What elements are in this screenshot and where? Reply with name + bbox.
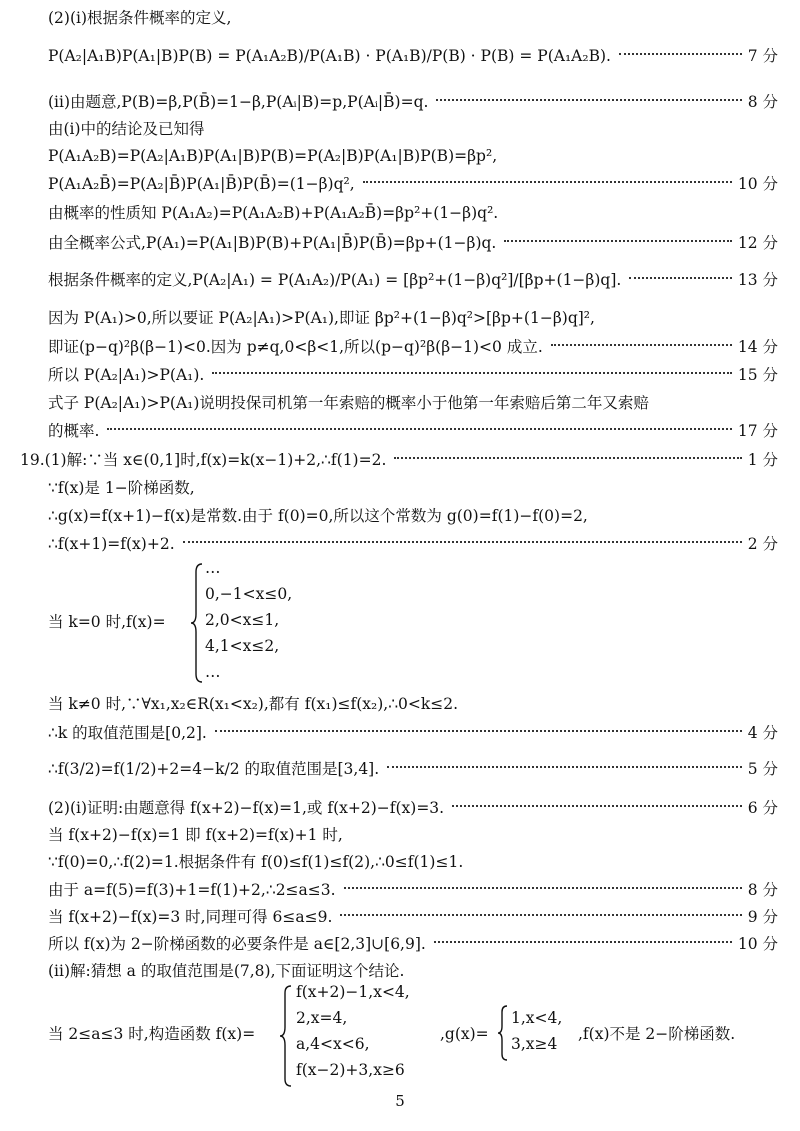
text-line: 即证(p−q)²β(β−1)<0.因为 p≠q,0<β<1,所以(p−q)²β(β−1)<0 成立. 14 分 <box>48 338 778 356</box>
text-line: 所以 f(x)为 2−阶梯函数的必要条件是 a∈[2,3]∪[6,9]. 10 分 <box>48 935 778 953</box>
page-number: 5 <box>395 1092 405 1110</box>
construction-mid: ,g(x)= <box>440 1025 489 1043</box>
leader-dots <box>504 240 731 242</box>
case-row: … <box>205 663 221 681</box>
text-line: ∵f(x)是 1−阶梯函数, <box>48 479 195 497</box>
leader-dots <box>551 344 732 346</box>
text-line: (2)(ⅰ)证明:由题意得 f(x+2)−f(x)=1,或 f(x+2)−f(x)=3. 6 分 <box>48 799 778 817</box>
leader-dots <box>344 887 742 889</box>
text-line: P(A₁A₂B̄)=P(A₂|B̄)P(A₁|B̄)P(B̄)=(1−β)q², 10 分 <box>48 175 778 193</box>
leader-dots <box>183 541 742 543</box>
score-label: 9 分 <box>747 908 778 926</box>
leader-dots <box>340 914 741 916</box>
case-row: f(x−2)+3,x≥6 <box>296 1061 405 1079</box>
score-label: 5 分 <box>747 760 778 778</box>
leader-dots <box>436 99 741 101</box>
text-line: 由概率的性质知 P(A₁A₂)=P(A₁A₂B)+P(A₁A₂B̄)=βp²+(1−β)q². <box>48 204 499 222</box>
text-line: ∵f(0)=0,∴f(2)=1.根据条件有 f(0)≤f(1)≤f(2),∴0≤f(1)≤1. <box>48 853 464 871</box>
leader-dots <box>212 372 732 374</box>
text-line: 因为 P(A₁)>0,所以要证 P(A₂|A₁)>P(A₁),即证 βp²+(1−β)q²>[βp+(1−β)q]², <box>48 309 595 327</box>
score-label: 14 分 <box>737 338 778 356</box>
text-line: 根据条件概率的定义,P(A₂|A₁) = P(A₁A₂)/P(A₁) = [βp²+(1−β)q²]/[βp+(1−β)q]. 13 分 <box>48 271 778 289</box>
case-row: f(x+2)−1,x<4, <box>296 983 410 1001</box>
text-line: ∴f(3/2)=f(1/2)+2=4−k/2 的取值范围是[3,4]. 5 分 <box>48 760 778 778</box>
text-line: 由(ⅰ)中的结论及已知得 <box>48 120 205 138</box>
leader-dots <box>629 277 732 279</box>
leader-dots <box>215 730 742 732</box>
case-row: 2,0<x≤1, <box>205 611 280 629</box>
case-row: 2,x=4, <box>296 1009 348 1027</box>
leader-dots <box>107 428 731 430</box>
case-row: 1,x<4, <box>511 1009 563 1027</box>
score-label: 8 分 <box>747 881 778 899</box>
left-brace-icon <box>190 562 204 684</box>
text-line: ∴g(x)=f(x+1)−f(x)是常数.由于 f(0)=0,所以这个常数为 g(0)=f(1)−f(0)=2, <box>48 507 588 525</box>
text-line: 的概率. 17 分 <box>48 422 778 440</box>
case-row: 4,1<x≤2, <box>205 637 280 655</box>
leader-dots <box>387 766 742 768</box>
score-label: 10 分 <box>737 175 778 193</box>
score-label: 15 分 <box>737 366 778 384</box>
score-label: 12 分 <box>737 234 778 252</box>
leader-dots <box>452 805 742 807</box>
text-line: (ⅱ)解:猜想 a 的取值范围是(7,8),下面证明这个结论. <box>48 962 405 980</box>
case-row: a,4<x<6, <box>296 1035 370 1053</box>
score-label: 10 分 <box>737 935 778 953</box>
score-label: 1 分 <box>747 451 778 469</box>
text-line: 当 f(x+2)−f(x)=3 时,同理可得 6≤a≤9. 9 分 <box>48 908 778 926</box>
score-label: 6 分 <box>747 799 778 817</box>
text-line: P(A₁A₂B)=P(A₂|A₁B)P(A₁|B)P(B)=P(A₂|B)P(A₁|B)P(B)=βp², <box>48 147 498 165</box>
text-line: 所以 P(A₂|A₁)>P(A₁). 15 分 <box>48 366 778 384</box>
score-label: 2 分 <box>747 535 778 553</box>
piecewise-lead: 当 k=0 时,f(x)= <box>48 613 166 631</box>
construction-lead: 当 2≤a≤3 时,构造函数 f(x)= <box>48 1025 256 1043</box>
score-label: 8 分 <box>747 93 778 111</box>
text-line: 当 k≠0 时,∵∀x₁,x₂∈R(x₁<x₂),都有 f(x₁)≤f(x₂),∴0<k≤2. <box>48 695 459 713</box>
case-row: … <box>205 559 221 577</box>
leader-dots <box>619 53 742 55</box>
text-line: 由全概率公式,P(A₁)=P(A₁|B)P(B)+P(A₁|B̄)P(B̄)=βp+(1−β)q. 12 分 <box>48 234 778 252</box>
left-brace-icon <box>497 1004 509 1062</box>
score-label: 13 分 <box>737 271 778 289</box>
case-row: 0,−1<x≤0, <box>205 585 293 603</box>
text-line: P(A₂|A₁B)P(A₁|B)P(B) = P(A₁A₂B)/P(A₁B) · P(A₁B)/P(B) · P(B) = P(A₁A₂B). 7 分 <box>48 47 778 65</box>
text-line: 式子 P(A₂|A₁)>P(A₁)说明投保司机第一年索赔的概率小于他第一年索赔后第二年又索赔 <box>48 394 649 412</box>
text-line: ∴k 的取值范围是[0,2]. 4 分 <box>48 724 778 742</box>
text-line: (ⅱ)由题意,P(B)=β,P(B̄)=1−β,P(Aᵢ|B)=p,P(Aᵢ|B̄)=q. 8 分 <box>48 93 778 111</box>
question-19-line: 19.(1)解:∵当 x∈(0,1]时,f(x)=k(x−1)+2,∴f(1)=2. 1 分 <box>20 451 778 469</box>
text-line: 当 f(x+2)−f(x)=1 即 f(x+2)=f(x)+1 时, <box>48 826 343 844</box>
construction-tail: ,f(x)不是 2−阶梯函数. <box>578 1025 736 1043</box>
left-brace-icon <box>279 984 293 1088</box>
leader-dots <box>394 457 741 459</box>
text-line: (2)(ⅰ)根据条件概率的定义, <box>48 9 232 27</box>
text-line: 由于 a=f(5)=f(3)+1=f(1)+2,∴2≤a≤3. 8 分 <box>48 881 778 899</box>
leader-dots <box>434 941 732 943</box>
score-label: 7 分 <box>747 47 778 65</box>
leader-dots <box>363 181 732 183</box>
score-label: 17 分 <box>737 422 778 440</box>
text-line: ∴f(x+1)=f(x)+2. 2 分 <box>48 535 778 553</box>
case-row: 3,x≥4 <box>511 1035 558 1053</box>
score-label: 4 分 <box>747 724 778 742</box>
